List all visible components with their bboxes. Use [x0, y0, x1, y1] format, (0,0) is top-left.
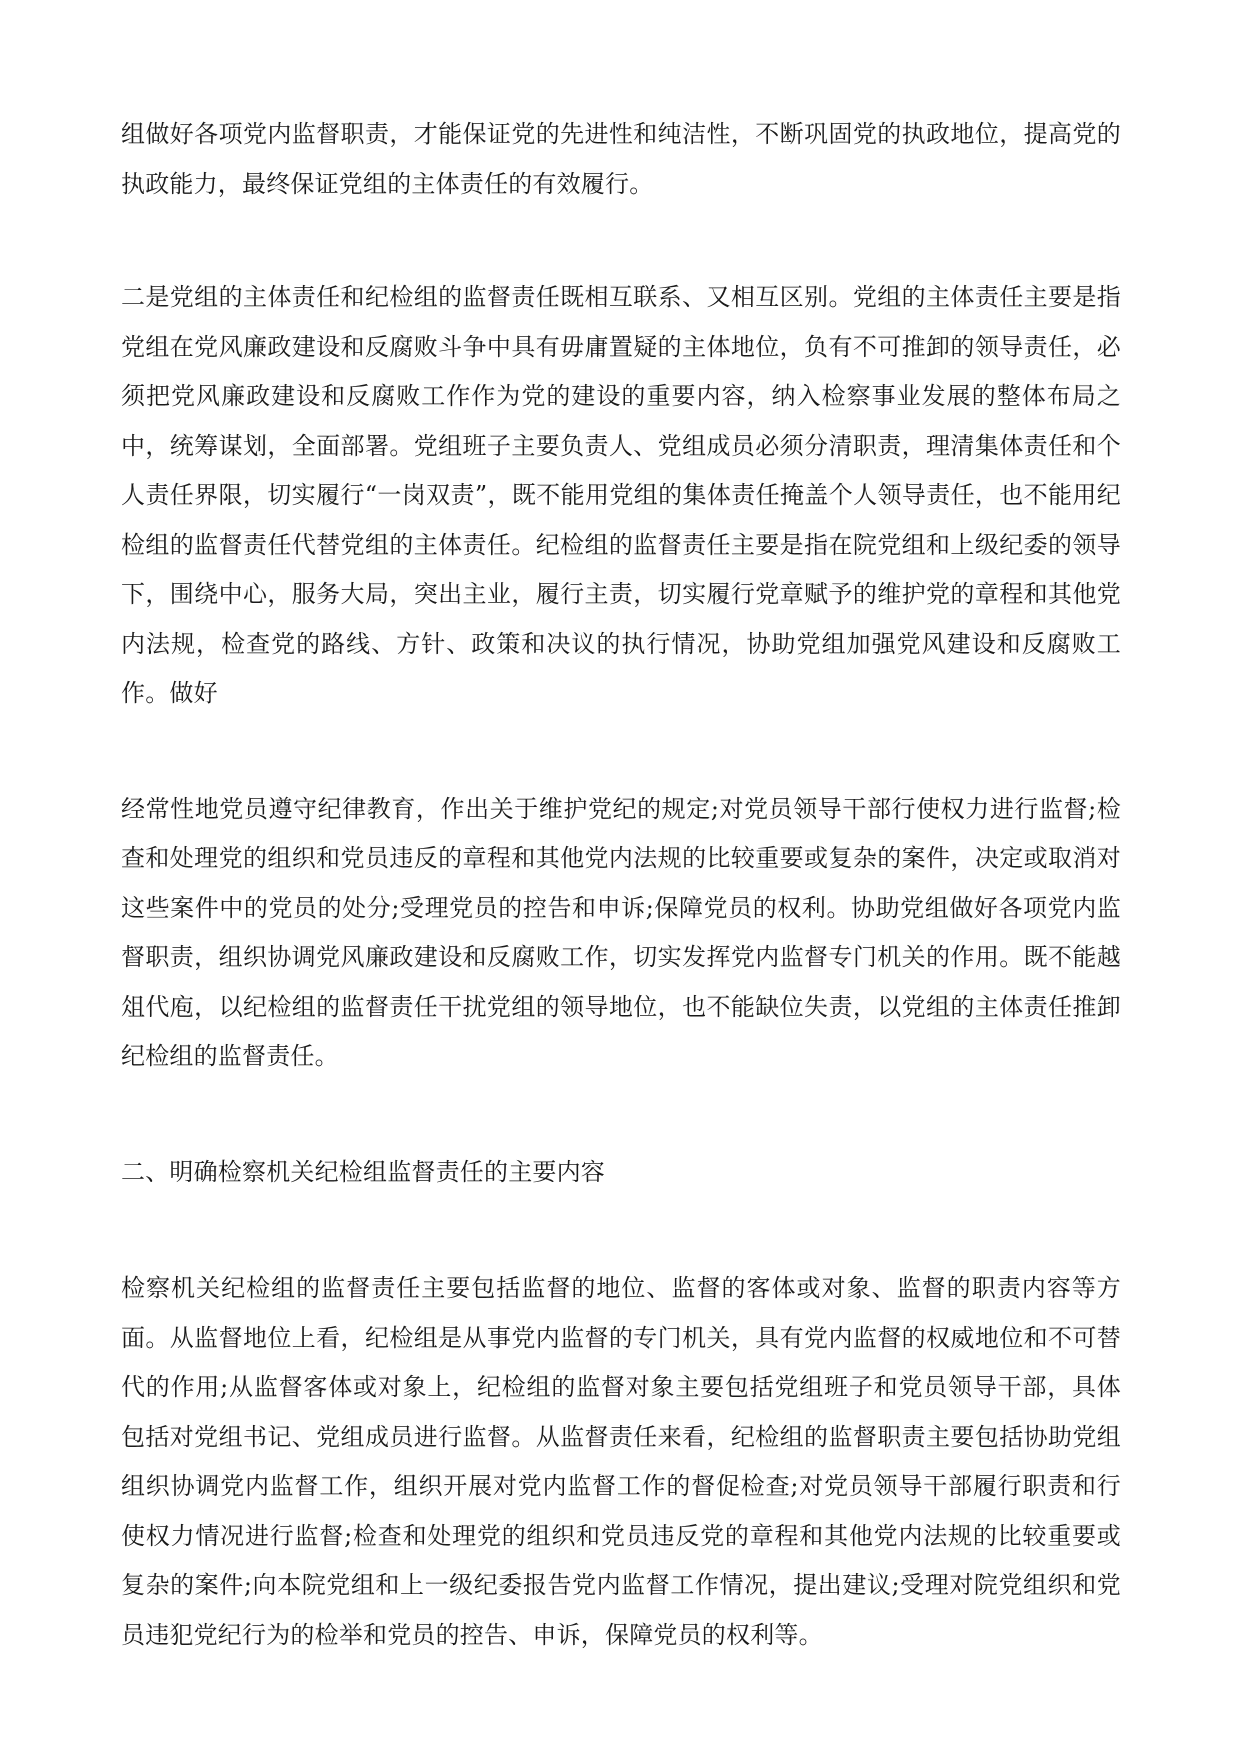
document-body	[121, 110, 1121, 1660]
paragraph-1: 组做好各项党内监督职责，才能保证党的先进性和纯洁性，不断巩固党的执政地位，提高党的执政能力，最终保证党组的主体责任的有效履行。	[121, 120, 1121, 198]
paragraph-2: 二是党组的主体责任和纪检组的监督责任既相互联系、又相互区别。党组的主体责任主要是指党组在党风廉政建设和反腐败斗争中具有毋庸置疑的主体地位，负有不可推卸的领导责任，必须把党风廉政建设和反腐败工作作为党的建设的重要内容，纳入检察事业发展的整体布局之中，统筹谋划，全面部署。党组班子主要负责人、党组成员必须分清职责，理清集体责任和个人责任界限，切实履行“一岗双责”，既不能用党组的集体责任掩盖个人领导责任，也不能用纪检组的监督责任代替党组的主体责任。纪检组的监督责任主要是指在院党组和上级纪委的领导下，围绕中心，服务大局，突出主业，履行主责，切实履行党章赋予的维护党的章程和其他党内法规，检查党的路线、方针、政策和决议的执行情况，协助党组加强党风建设和反腐败工作。做好	[121, 283, 1121, 707]
paragraph-3: 经常性地党员遵守纪律教育，作出关于维护党纪的规定;对党员领导干部行使权力进行监督;检查和处理党的组织和党员违反的章程和其他党内法规的比较重要或复杂的案件，决定或取消对这些案件中的党员的处分;受理党员的控告和申诉;保障党员的权利。协助党组做好各项党内监督职责，组织协调党风廉政建设和反腐败工作，切实发挥党内监督专门机关的作用。既不能越俎代庖，以纪检组的监督责任干扰党组的领导地位，也不能缺位失责，以党组的主体责任推卸纪检组的监督责任。	[121, 794, 1121, 1070]
section-heading: 二、明确检察机关纪检组监督责任的主要内容	[121, 1157, 605, 1186]
paragraph-4: 检察机关纪检组的监督责任主要包括监督的地位、监督的客体或对象、监督的职责内容等方面。从监督地位上看，纪检组是从事党内监督的专门机关，具有党内监督的权威地位和不可替代的作用;从监督客体或对象上，纪检组的监督对象主要包括党组班子和党员领导干部，具体包括对党组书记、党组成员进行监督。从监督责任来看，纪检组的监督职责主要包括协助党组组织协调党内监督工作，组织开展对党内监督工作的督促检查;对党员领导干部履行职责和行使权力情况进行监督;检查和处理党的组织和党员违反党的章程和其他党内法规的比较重要或复杂的案件;向本院党组和上一级纪委报告党内监督工作情况，提出建议;受理对院党组织和党员违犯党纪行为的检举和党员的控告、申诉，保障党员的权利等。	[121, 1274, 1121, 1649]
